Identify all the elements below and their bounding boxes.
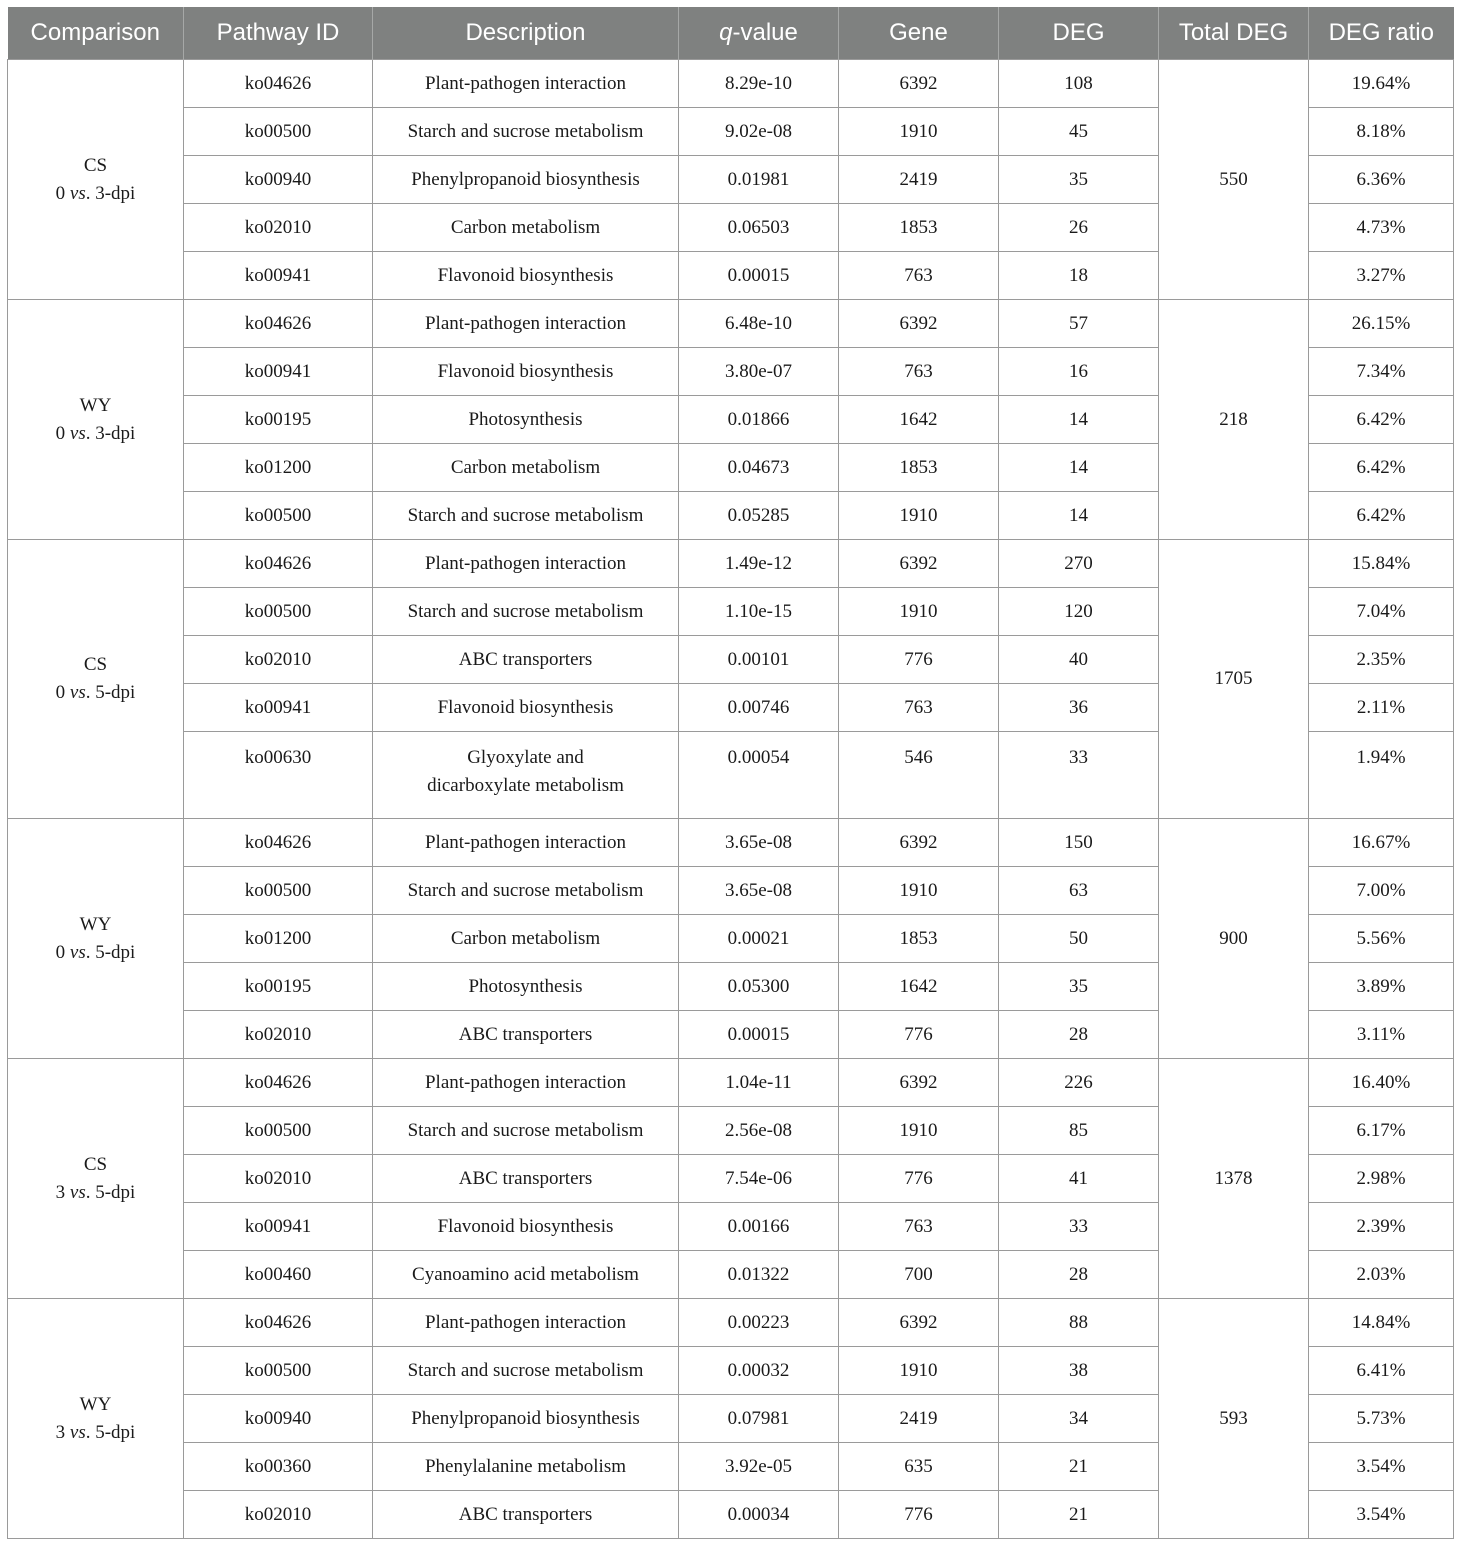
deg-count-cell: 63 bbox=[999, 867, 1159, 915]
q-value-cell: 3.80e-07 bbox=[679, 348, 839, 396]
kegg-enrichment-table bbox=[7, 7, 1454, 1539]
header-total-deg: Total DEG bbox=[1159, 7, 1309, 60]
gene-count-cell: 6392 bbox=[839, 300, 999, 348]
pathway-id-cell: ko00500 bbox=[184, 108, 373, 156]
total-deg-cell: 593 bbox=[1159, 1299, 1309, 1539]
gene-count-cell: 776 bbox=[839, 1491, 999, 1539]
q-value-cell: 0.05285 bbox=[679, 492, 839, 540]
description-cell: Carbon metabolism bbox=[373, 444, 679, 492]
q-value-cell: 1.49e-12 bbox=[679, 540, 839, 588]
q-value-cell: 0.00223 bbox=[679, 1299, 839, 1347]
pathway-id-cell: ko00195 bbox=[184, 396, 373, 444]
comparison-time-end: . 3-dpi bbox=[85, 182, 136, 204]
deg-ratio-cell: 3.54% bbox=[1309, 1491, 1454, 1539]
q-value-cell: 0.00746 bbox=[679, 684, 839, 732]
q-value-cell: 0.05300 bbox=[679, 963, 839, 1011]
pathway-id-cell: ko01200 bbox=[184, 915, 373, 963]
deg-count-cell: 150 bbox=[999, 819, 1159, 867]
deg-count-cell: 35 bbox=[999, 963, 1159, 1011]
pathway-id-cell: ko04626 bbox=[184, 1059, 373, 1107]
q-value-cell: 0.00015 bbox=[679, 252, 839, 300]
table-row bbox=[8, 1299, 1454, 1347]
deg-ratio-cell: 7.00% bbox=[1309, 867, 1454, 915]
comparison-time-start: 0 bbox=[55, 182, 70, 204]
description-cell: Starch and sucrose metabolism bbox=[373, 108, 679, 156]
pathway-id-cell: ko02010 bbox=[184, 636, 373, 684]
description-cell: Flavonoid biosynthesis bbox=[373, 252, 679, 300]
comparison-time-end: . 5-dpi bbox=[85, 1421, 136, 1443]
total-deg-cell: 550 bbox=[1159, 60, 1309, 300]
deg-ratio-cell: 5.73% bbox=[1309, 1395, 1454, 1443]
total-deg-cell: 900 bbox=[1159, 819, 1309, 1059]
comparison-time-start: 3 bbox=[55, 1421, 70, 1443]
comparison-time-end: . 5-dpi bbox=[85, 682, 136, 703]
comparison-time-end: . 5-dpi bbox=[85, 941, 136, 963]
header-gene: Gene bbox=[839, 7, 999, 60]
q-value-cell: 0.07981 bbox=[679, 1395, 839, 1443]
deg-count-cell: 85 bbox=[999, 1107, 1159, 1155]
q-value-cell: 7.54e-06 bbox=[679, 1155, 839, 1203]
pathway-id-cell: ko00941 bbox=[184, 1203, 373, 1251]
table-body bbox=[8, 60, 1454, 1539]
deg-count-cell: 34 bbox=[999, 1395, 1159, 1443]
header-description: Description bbox=[373, 7, 679, 60]
gene-count-cell: 1910 bbox=[839, 1347, 999, 1395]
comparison-cultivar: WY bbox=[79, 913, 112, 935]
gene-count-cell: 1910 bbox=[839, 108, 999, 156]
gene-count-cell: 1853 bbox=[839, 204, 999, 252]
pathway-id-cell: ko00460 bbox=[184, 1251, 373, 1299]
description-cell: Starch and sucrose metabolism bbox=[373, 492, 679, 540]
header-q-suffix: -value bbox=[732, 19, 798, 46]
comparison-cultivar: CS bbox=[83, 654, 108, 675]
gene-count-cell: 1910 bbox=[839, 588, 999, 636]
description-cell: Plant-pathogen interaction bbox=[373, 819, 679, 867]
deg-ratio-cell: 2.39% bbox=[1309, 1203, 1454, 1251]
description-cell: Starch and sucrose metabolism bbox=[373, 1107, 679, 1155]
pathway-id-cell: ko02010 bbox=[184, 1011, 373, 1059]
pathway-id-cell: ko01200 bbox=[184, 444, 373, 492]
comparison-time-end: . 5-dpi bbox=[85, 1181, 136, 1203]
deg-ratio-cell: 6.41% bbox=[1309, 1347, 1454, 1395]
gene-count-cell: 6392 bbox=[839, 819, 999, 867]
comparison-time-start: 0 bbox=[55, 682, 70, 703]
deg-count-cell: 21 bbox=[999, 1443, 1159, 1491]
comparison-vs: vs bbox=[69, 182, 86, 204]
gene-count-cell: 1853 bbox=[839, 444, 999, 492]
deg-count-cell: 226 bbox=[999, 1059, 1159, 1107]
gene-count-cell: 700 bbox=[839, 1251, 999, 1299]
description-cell: Plant-pathogen interaction bbox=[373, 300, 679, 348]
gene-count-cell: 1910 bbox=[839, 492, 999, 540]
header-pathway-id: Pathway ID bbox=[184, 7, 373, 60]
deg-count-cell: 41 bbox=[999, 1155, 1159, 1203]
gene-count-cell: 6392 bbox=[839, 1059, 999, 1107]
description-cell: Flavonoid biosynthesis bbox=[373, 1203, 679, 1251]
comparison-cultivar: CS bbox=[83, 1153, 108, 1175]
deg-ratio-cell: 7.04% bbox=[1309, 588, 1454, 636]
pathway-id-cell: ko00941 bbox=[184, 252, 373, 300]
pathway-id-cell: ko00630 bbox=[184, 732, 373, 819]
gene-count-cell: 2419 bbox=[839, 1395, 999, 1443]
gene-count-cell: 6392 bbox=[839, 1299, 999, 1347]
gene-count-cell: 776 bbox=[839, 1155, 999, 1203]
description-cell: Plant-pathogen interaction bbox=[373, 1059, 679, 1107]
table-row bbox=[8, 819, 1454, 867]
q-value-cell: 0.00021 bbox=[679, 915, 839, 963]
gene-count-cell: 776 bbox=[839, 1011, 999, 1059]
gene-count-cell: 1642 bbox=[839, 963, 999, 1011]
deg-ratio-cell: 3.54% bbox=[1309, 1443, 1454, 1491]
pathway-id-cell: ko02010 bbox=[184, 1155, 373, 1203]
description-cell: Starch and sucrose metabolism bbox=[373, 588, 679, 636]
gene-count-cell: 6392 bbox=[839, 60, 999, 108]
description-cell: Plant-pathogen interaction bbox=[373, 60, 679, 108]
description-cell: Phenylpropanoid biosynthesis bbox=[373, 156, 679, 204]
deg-count-cell: 270 bbox=[999, 540, 1159, 588]
deg-ratio-cell: 6.42% bbox=[1309, 444, 1454, 492]
deg-ratio-cell: 3.89% bbox=[1309, 963, 1454, 1011]
table-row bbox=[8, 300, 1454, 348]
total-deg-cell: 1705 bbox=[1159, 540, 1309, 819]
description-cell: Plant-pathogen interaction bbox=[373, 1299, 679, 1347]
q-value-cell: 0.04673 bbox=[679, 444, 839, 492]
pathway-id-cell: ko00941 bbox=[184, 684, 373, 732]
gene-count-cell: 763 bbox=[839, 348, 999, 396]
q-value-cell: 0.01981 bbox=[679, 156, 839, 204]
gene-count-cell: 1853 bbox=[839, 915, 999, 963]
gene-count-cell: 763 bbox=[839, 1203, 999, 1251]
description-cell: ABC transporters bbox=[373, 1011, 679, 1059]
description-cell: Starch and sucrose metabolism bbox=[373, 1347, 679, 1395]
comparison-vs: vs bbox=[69, 682, 86, 703]
pathway-id-cell: ko00195 bbox=[184, 963, 373, 1011]
pathway-id-cell: ko00500 bbox=[184, 492, 373, 540]
deg-ratio-cell: 19.64% bbox=[1309, 60, 1454, 108]
description-cell: Carbon metabolism bbox=[373, 915, 679, 963]
gene-count-cell: 6392 bbox=[839, 540, 999, 588]
comparison-time-end: . 3-dpi bbox=[85, 422, 136, 444]
comparison-time-start: 0 bbox=[55, 941, 70, 963]
deg-count-cell: 88 bbox=[999, 1299, 1159, 1347]
deg-ratio-cell: 3.11% bbox=[1309, 1011, 1454, 1059]
description-cell: ABC transporters bbox=[373, 636, 679, 684]
gene-count-cell: 635 bbox=[839, 1443, 999, 1491]
comparison-vs: vs bbox=[69, 941, 86, 963]
deg-ratio-cell: 3.27% bbox=[1309, 252, 1454, 300]
comparison-vs: vs bbox=[69, 1421, 86, 1443]
description-cell: ABC transporters bbox=[373, 1155, 679, 1203]
comparison-cultivar: WY bbox=[79, 394, 112, 416]
q-value-cell: 6.48e-10 bbox=[679, 300, 839, 348]
header-q-value bbox=[679, 7, 839, 60]
q-value-cell: 0.00054 bbox=[679, 732, 839, 819]
gene-count-cell: 1642 bbox=[839, 396, 999, 444]
deg-count-cell: 26 bbox=[999, 204, 1159, 252]
comparison-cell bbox=[8, 819, 184, 1059]
deg-count-cell: 35 bbox=[999, 156, 1159, 204]
header-comparison: Comparison bbox=[8, 7, 184, 60]
q-value-cell: 3.65e-08 bbox=[679, 819, 839, 867]
deg-count-cell: 33 bbox=[999, 732, 1159, 819]
deg-count-cell: 16 bbox=[999, 348, 1159, 396]
q-value-cell: 9.02e-08 bbox=[679, 108, 839, 156]
deg-ratio-cell: 6.17% bbox=[1309, 1107, 1454, 1155]
total-deg-cell: 1378 bbox=[1159, 1059, 1309, 1299]
q-value-cell: 2.56e-08 bbox=[679, 1107, 839, 1155]
pathway-id-cell: ko04626 bbox=[184, 300, 373, 348]
pathway-id-cell: ko00500 bbox=[184, 588, 373, 636]
description-cell: Glyoxylate and dicarboxylate metabolism bbox=[373, 732, 679, 819]
deg-count-cell: 33 bbox=[999, 1203, 1159, 1251]
description-cell: Phenylpropanoid biosynthesis bbox=[373, 1395, 679, 1443]
deg-ratio-cell: 15.84% bbox=[1309, 540, 1454, 588]
deg-ratio-cell: 6.42% bbox=[1309, 492, 1454, 540]
pathway-id-cell: ko04626 bbox=[184, 60, 373, 108]
q-value-cell: 0.00015 bbox=[679, 1011, 839, 1059]
comparison-cultivar: CS bbox=[83, 154, 108, 176]
pathway-id-cell: ko00940 bbox=[184, 1395, 373, 1443]
header-q-letter: q bbox=[719, 19, 733, 46]
deg-ratio-cell: 16.40% bbox=[1309, 1059, 1454, 1107]
deg-count-cell: 14 bbox=[999, 396, 1159, 444]
comparison-vs: vs bbox=[69, 422, 86, 444]
comparison-vs: vs bbox=[69, 1181, 86, 1203]
q-value-cell: 0.00032 bbox=[679, 1347, 839, 1395]
deg-ratio-cell: 5.56% bbox=[1309, 915, 1454, 963]
pathway-id-cell: ko00500 bbox=[184, 1107, 373, 1155]
comparison-cell bbox=[8, 1299, 184, 1539]
deg-count-cell: 40 bbox=[999, 636, 1159, 684]
description-cell: Flavonoid biosynthesis bbox=[373, 684, 679, 732]
deg-ratio-cell: 2.98% bbox=[1309, 1155, 1454, 1203]
deg-ratio-cell: 6.36% bbox=[1309, 156, 1454, 204]
pathway-id-cell: ko02010 bbox=[184, 1491, 373, 1539]
gene-count-cell: 2419 bbox=[839, 156, 999, 204]
deg-ratio-cell: 7.34% bbox=[1309, 348, 1454, 396]
q-value-cell: 3.92e-05 bbox=[679, 1443, 839, 1491]
deg-count-cell: 18 bbox=[999, 252, 1159, 300]
q-value-cell: 0.00101 bbox=[679, 636, 839, 684]
description-cell: Photosynthesis bbox=[373, 963, 679, 1011]
description-cell: Cyanoamino acid metabolism bbox=[373, 1251, 679, 1299]
q-value-cell: 8.29e-10 bbox=[679, 60, 839, 108]
pathway-id-cell: ko00360 bbox=[184, 1443, 373, 1491]
deg-count-cell: 57 bbox=[999, 300, 1159, 348]
comparison-cell bbox=[8, 60, 184, 300]
pathway-id-cell: ko00940 bbox=[184, 156, 373, 204]
description-cell: Flavonoid biosynthesis bbox=[373, 348, 679, 396]
deg-count-cell: 21 bbox=[999, 1491, 1159, 1539]
description-cell: Carbon metabolism bbox=[373, 204, 679, 252]
comparison-time-start: 0 bbox=[55, 422, 70, 444]
gene-count-cell: 1910 bbox=[839, 1107, 999, 1155]
gene-count-cell: 776 bbox=[839, 636, 999, 684]
gene-count-cell: 763 bbox=[839, 684, 999, 732]
pathway-id-cell: ko04626 bbox=[184, 1299, 373, 1347]
pathway-id-cell: ko04626 bbox=[184, 540, 373, 588]
deg-ratio-cell: 26.15% bbox=[1309, 300, 1454, 348]
header-deg-ratio: DEG ratio bbox=[1309, 7, 1454, 60]
total-deg-cell: 218 bbox=[1159, 300, 1309, 540]
table-row bbox=[8, 60, 1454, 108]
pathway-id-cell: ko00500 bbox=[184, 1347, 373, 1395]
deg-ratio-cell: 14.84% bbox=[1309, 1299, 1454, 1347]
deg-count-cell: 38 bbox=[999, 1347, 1159, 1395]
gene-count-cell: 546 bbox=[839, 732, 999, 819]
comparison-cell bbox=[8, 1059, 184, 1299]
deg-count-cell: 14 bbox=[999, 444, 1159, 492]
gene-count-cell: 1910 bbox=[839, 867, 999, 915]
header-row bbox=[8, 7, 1454, 60]
comparison-time-start: 3 bbox=[55, 1181, 70, 1203]
deg-ratio-cell: 2.11% bbox=[1309, 684, 1454, 732]
q-value-cell: 0.00166 bbox=[679, 1203, 839, 1251]
q-value-cell: 1.10e-15 bbox=[679, 588, 839, 636]
q-value-cell: 0.00034 bbox=[679, 1491, 839, 1539]
description-cell: Phenylalanine metabolism bbox=[373, 1443, 679, 1491]
description-cell: ABC transporters bbox=[373, 1491, 679, 1539]
description-cell: Plant-pathogen interaction bbox=[373, 540, 679, 588]
deg-ratio-cell: 16.67% bbox=[1309, 819, 1454, 867]
pathway-id-cell: ko04626 bbox=[184, 819, 373, 867]
pathway-id-cell: ko02010 bbox=[184, 204, 373, 252]
pathway-id-cell: ko00500 bbox=[184, 867, 373, 915]
q-value-cell: 0.06503 bbox=[679, 204, 839, 252]
deg-count-cell: 28 bbox=[999, 1251, 1159, 1299]
q-value-cell: 0.01866 bbox=[679, 396, 839, 444]
deg-ratio-cell: 8.18% bbox=[1309, 108, 1454, 156]
deg-count-cell: 45 bbox=[999, 108, 1159, 156]
gene-count-cell: 763 bbox=[839, 252, 999, 300]
comparison-cultivar: WY bbox=[79, 1393, 112, 1415]
pathway-id-cell: ko00941 bbox=[184, 348, 373, 396]
description-cell: Photosynthesis bbox=[373, 396, 679, 444]
deg-count-cell: 108 bbox=[999, 60, 1159, 108]
description-cell: Starch and sucrose metabolism bbox=[373, 867, 679, 915]
deg-count-cell: 36 bbox=[999, 684, 1159, 732]
deg-ratio-cell: 6.42% bbox=[1309, 396, 1454, 444]
comparison-cell bbox=[8, 300, 184, 540]
q-value-cell: 0.01322 bbox=[679, 1251, 839, 1299]
deg-ratio-cell: 2.35% bbox=[1309, 636, 1454, 684]
deg-ratio-cell: 1.94% bbox=[1309, 732, 1454, 819]
deg-ratio-cell: 2.03% bbox=[1309, 1251, 1454, 1299]
deg-count-cell: 28 bbox=[999, 1011, 1159, 1059]
table-row bbox=[8, 540, 1454, 588]
deg-count-cell: 50 bbox=[999, 915, 1159, 963]
table-row bbox=[8, 1059, 1454, 1107]
deg-count-cell: 14 bbox=[999, 492, 1159, 540]
deg-count-cell: 120 bbox=[999, 588, 1159, 636]
q-value-cell: 3.65e-08 bbox=[679, 867, 839, 915]
header-deg: DEG bbox=[999, 7, 1159, 60]
deg-ratio-cell: 4.73% bbox=[1309, 204, 1454, 252]
q-value-cell: 1.04e-11 bbox=[679, 1059, 839, 1107]
comparison-cell bbox=[8, 540, 184, 819]
